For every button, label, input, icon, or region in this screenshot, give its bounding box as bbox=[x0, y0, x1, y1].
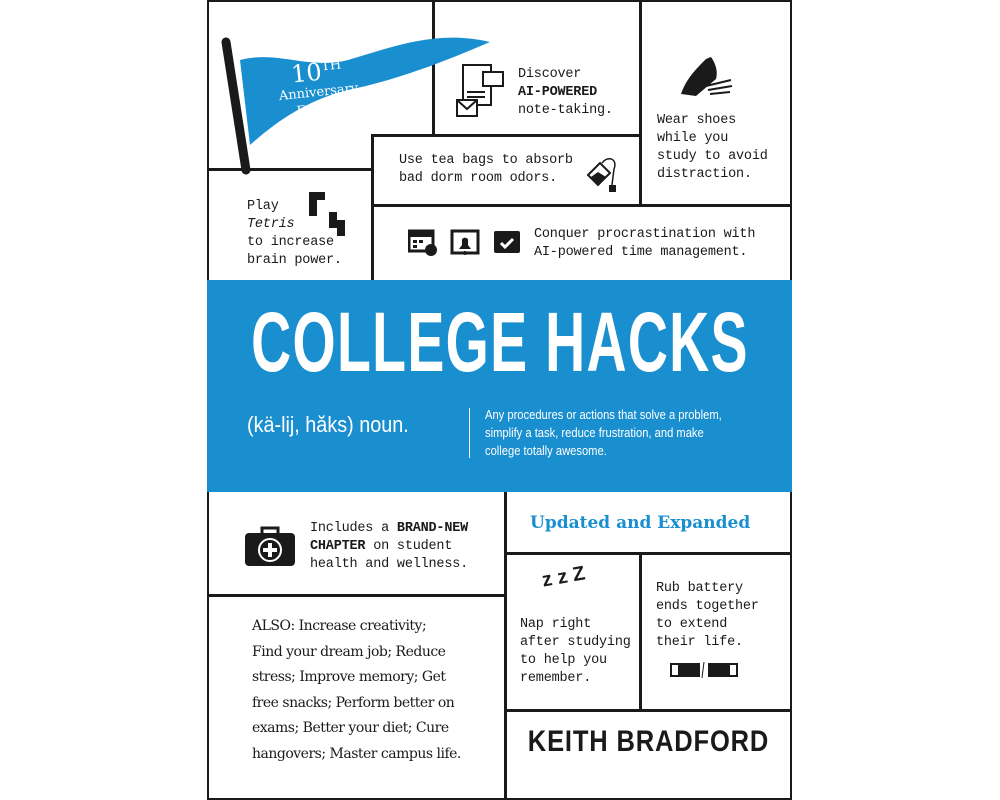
tip-line: distraction. bbox=[657, 167, 752, 182]
tip-text: on student bbox=[365, 539, 453, 554]
also-list bbox=[252, 614, 461, 767]
tip-tea bbox=[399, 152, 573, 188]
author-name: KEITH BRADFORD bbox=[527, 725, 770, 758]
tip-shoes bbox=[657, 112, 768, 184]
tip-line: Nap right bbox=[520, 617, 592, 632]
tip-line: Wear shoes bbox=[657, 113, 737, 128]
grid-line bbox=[504, 709, 792, 712]
calendar-clock-icon bbox=[408, 227, 438, 257]
grid-line bbox=[504, 492, 507, 800]
tip-line: brain power. bbox=[247, 253, 342, 268]
also-line: ALSO: Increase creativity; bbox=[252, 618, 427, 634]
calendar-check-icon bbox=[492, 227, 522, 257]
flag-suffix: TH bbox=[320, 57, 342, 75]
tip-bold: CHAPTER bbox=[310, 539, 366, 554]
tip-line: Conquer procrastination with bbox=[534, 227, 756, 242]
zzz-icon: z z Z bbox=[540, 562, 587, 592]
tip-text: Includes a bbox=[310, 521, 397, 536]
tip-line: to increase bbox=[247, 235, 334, 250]
tip-line: to extend bbox=[656, 617, 728, 632]
tip-line: ends together bbox=[656, 599, 759, 614]
grid-line bbox=[371, 204, 792, 207]
divider bbox=[469, 408, 470, 458]
flag-line1: Anniversary bbox=[278, 80, 359, 105]
definition bbox=[485, 406, 722, 460]
updated-label: Updated and Expanded bbox=[530, 513, 751, 533]
tip-notes bbox=[518, 66, 613, 120]
pronunciation: (kä-lij, hăks) noun. bbox=[247, 412, 409, 437]
first-aid-kit-icon bbox=[244, 525, 296, 567]
flag-text bbox=[265, 51, 371, 123]
tip-line: their life. bbox=[656, 635, 743, 650]
documents-icon bbox=[455, 62, 505, 122]
also-line: exams; Better your diet; Cure bbox=[252, 720, 449, 736]
tip-notes-line: note-taking. bbox=[518, 103, 613, 118]
tip-nap bbox=[520, 616, 631, 688]
tip-time bbox=[534, 226, 755, 262]
tip-line: Play bbox=[247, 199, 279, 214]
definition-line: college totally awesome. bbox=[485, 443, 607, 458]
definition-line: simplify a task, reduce frustration, and make bbox=[485, 425, 704, 440]
tip-line: study to avoid bbox=[657, 149, 768, 164]
tip-bold: BRAND-NEW bbox=[396, 521, 469, 536]
calendar-alarm-icon bbox=[450, 227, 480, 257]
tea-bag-icon bbox=[584, 155, 624, 195]
batteries-icon bbox=[668, 660, 742, 680]
also-line: hangovers; Master campus life. bbox=[252, 745, 461, 762]
also-line: Find your dream job; Reduce bbox=[252, 643, 446, 660]
also-line: stress; Improve memory; Get bbox=[252, 669, 446, 685]
grid-line bbox=[504, 552, 792, 555]
grid-line bbox=[207, 594, 506, 597]
tip-battery bbox=[656, 580, 759, 652]
tip-line: remember. bbox=[520, 671, 592, 686]
flag-number: 10 bbox=[289, 57, 324, 89]
tip-line: to help you bbox=[520, 653, 607, 668]
grid-line bbox=[639, 0, 642, 207]
flag-line2: Edition bbox=[295, 99, 345, 120]
tip-line: after studying bbox=[520, 635, 631, 650]
calendar-icons bbox=[408, 227, 522, 257]
tip-line: Rub battery bbox=[656, 581, 743, 596]
tip-health bbox=[310, 520, 468, 574]
tetris-blocks-icon bbox=[305, 190, 355, 240]
book-title: COLLEGE HACKS bbox=[250, 295, 749, 389]
tip-line: Use tea bags to absorb bbox=[399, 153, 573, 168]
also-line: free snacks; Perform better on bbox=[252, 694, 455, 711]
tip-notes-line: Discover bbox=[518, 67, 582, 82]
tip-line: while you bbox=[657, 131, 729, 146]
definition-line: Any procedures or actions that solve a problem, bbox=[485, 407, 722, 422]
title-band bbox=[207, 280, 792, 492]
tip-line: health and wellness. bbox=[310, 557, 469, 572]
sneaker-icon bbox=[676, 54, 736, 104]
grid-line bbox=[639, 552, 642, 710]
tip-notes-line: AI-POWERED bbox=[518, 85, 598, 100]
tip-line: bad dorm room odors. bbox=[399, 171, 558, 186]
tip-line: Tetris bbox=[247, 217, 295, 232]
tip-line: AI-powered time management. bbox=[534, 245, 748, 260]
